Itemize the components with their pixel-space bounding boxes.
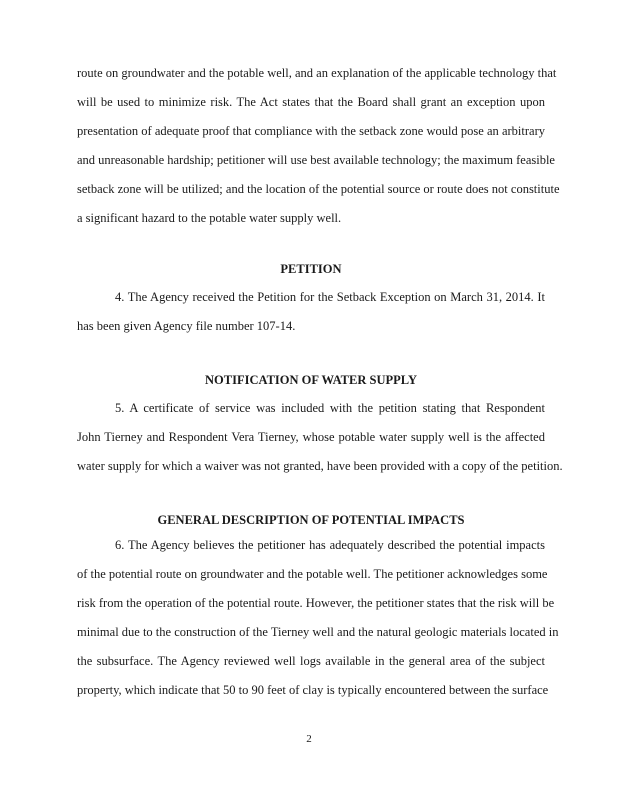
text-line: 4. The Agency received the Petition for the Setback Exception on March 31, 2014. It — [115, 290, 545, 304]
text-line: minimal due to the construction of the Tierney well and the natural geologic materials located in — [77, 625, 559, 639]
text-line: setback zone will be utilized; and the location of the potential source or route does not constitute — [77, 182, 560, 196]
text-line: and unreasonable hardship; petitioner will use best available technology; the maximum feasible — [77, 153, 555, 167]
text-line: risk from the operation of the potential route. However, the petitioner states that the risk will be — [77, 596, 555, 610]
text-line: a significant hazard to the potable water supply well. — [77, 211, 342, 225]
text-line: 6. The Agency believes the petitioner has adequately described the potential impacts — [115, 538, 545, 552]
section-heading-petition: PETITION — [280, 262, 342, 276]
text-line: presentation of adequate proof that compliance with the setback zone would pose an arbitrary — [77, 124, 545, 138]
text-line: has been given Agency file number 107-14. — [77, 319, 296, 333]
text-line: the subsurface. The Agency reviewed well logs available in the general area of the subject — [77, 654, 545, 668]
section-heading-notification: NOTIFICATION OF WATER SUPPLY — [205, 373, 417, 387]
text-line: will be used to minimize risk. The Act states that the Board shall grant an exception upon — [77, 95, 545, 109]
text-line: property, which indicate that 50 to 90 feet of clay is typically encountered between the surface — [77, 683, 549, 697]
text-line: water supply for which a waiver was not granted, have been provided with a copy of the petition. — [77, 459, 563, 473]
text-line: of the potential route on groundwater and the potable well. The petitioner acknowledges some — [77, 567, 548, 581]
text-line: John Tierney and Respondent Vera Tierney, whose potable water supply well is the affected — [77, 430, 545, 444]
text-line: route on groundwater and the potable well, and an explanation of the applicable technology that — [77, 66, 557, 80]
section-heading-impacts: GENERAL DESCRIPTION OF POTENTIAL IMPACTS — [157, 513, 465, 527]
text-line: 5. A certificate of service was included with the petition stating that Respondent — [115, 401, 545, 415]
page-number: 2 — [306, 733, 312, 745]
